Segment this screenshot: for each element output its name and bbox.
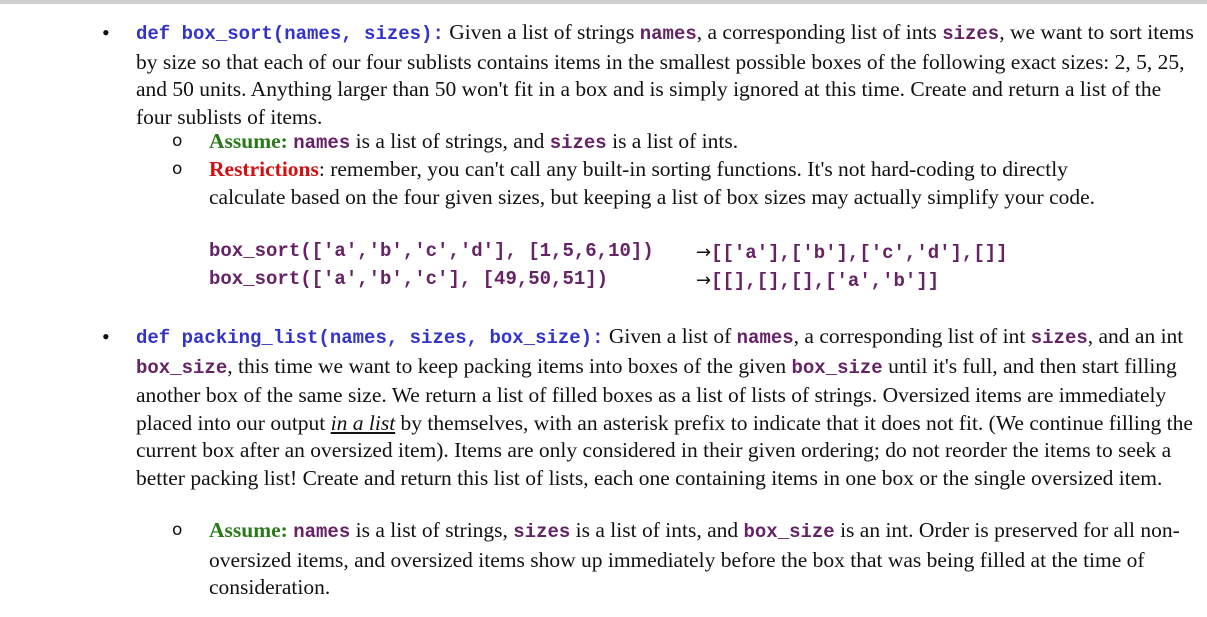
arrow-icon: → xyxy=(696,270,712,291)
box-sort-description: • def box_sort(names, sizes): Given a list of strings names, a corresponding list of ints sizes, we want to sort items by size so that each of our four sublists contains items in the smallest possible boxes of the following exact sizes: 2, 5, 25, and 50 units. Anything larger than 50 won't fit in a box and is simply ignored at this time. Create and return a list of the four sublists of items. xyxy=(102,20,1194,129)
example-call-1: box_sort(['a','b','c','d'], [1,5,6,10]) xyxy=(209,240,654,262)
bullet-icon: • xyxy=(102,324,110,349)
example-call-2: box_sort(['a','b','c'], [49,50,51]) xyxy=(209,268,609,290)
arrow-icon: → xyxy=(696,242,712,263)
packing-list-assume: o Assume: names is a list of strings, sizes is a list of ints, and box_size is an int. Order is preserved for all non-oversized items, and oversized items show up immediately before the box that was being filled at the time of consideration. xyxy=(172,518,1180,599)
example-result-2: →[[],[],[],['a','b']] xyxy=(696,270,940,292)
box-sort-restrictions: o Restrictions: remember, you can't call any built-in sorting functions. It's not hard-coding to directly calculate based on the four given sizes, but keeping a list of box sizes may actually simplify your code. xyxy=(172,157,1096,209)
packing-list-description: • def packing_list(names, sizes, box_size): Given a list of names, a corresponding list of int sizes, and an int box_size, this time we want to keep packing items into boxes of the given box_size until it's full, and then start filling another box of the same size. We return a list of filled boxes as a list of lists of strings. Oversized items are immediately placed into our output in a list by themselves, with an asterisk prefix to indicate that it does not fit. (We continue filling the current box after an oversized item). Items are only considered in their given ordering; do not reorder the items to seek a better packing list! Create and return this list of lists, each one containing items in one box or the single oversized item. xyxy=(102,324,1193,490)
bullet-icon: • xyxy=(102,20,110,45)
box-sort-assume: o Assume: names is a list of strings, and sizes is a list of ints. xyxy=(172,129,739,154)
box-sort-signature: def box_sort(names, sizes): xyxy=(136,23,444,45)
example-result-1: →[['a'],['b'],['c','d'],[]] xyxy=(696,242,1008,264)
circle-bullet-icon: o xyxy=(172,520,183,540)
top-divider xyxy=(0,0,1207,4)
circle-bullet-icon: o xyxy=(172,131,183,151)
packing-list-signature: def packing_list(names, sizes, box_size): xyxy=(136,327,604,349)
circle-bullet-icon: o xyxy=(172,159,183,179)
